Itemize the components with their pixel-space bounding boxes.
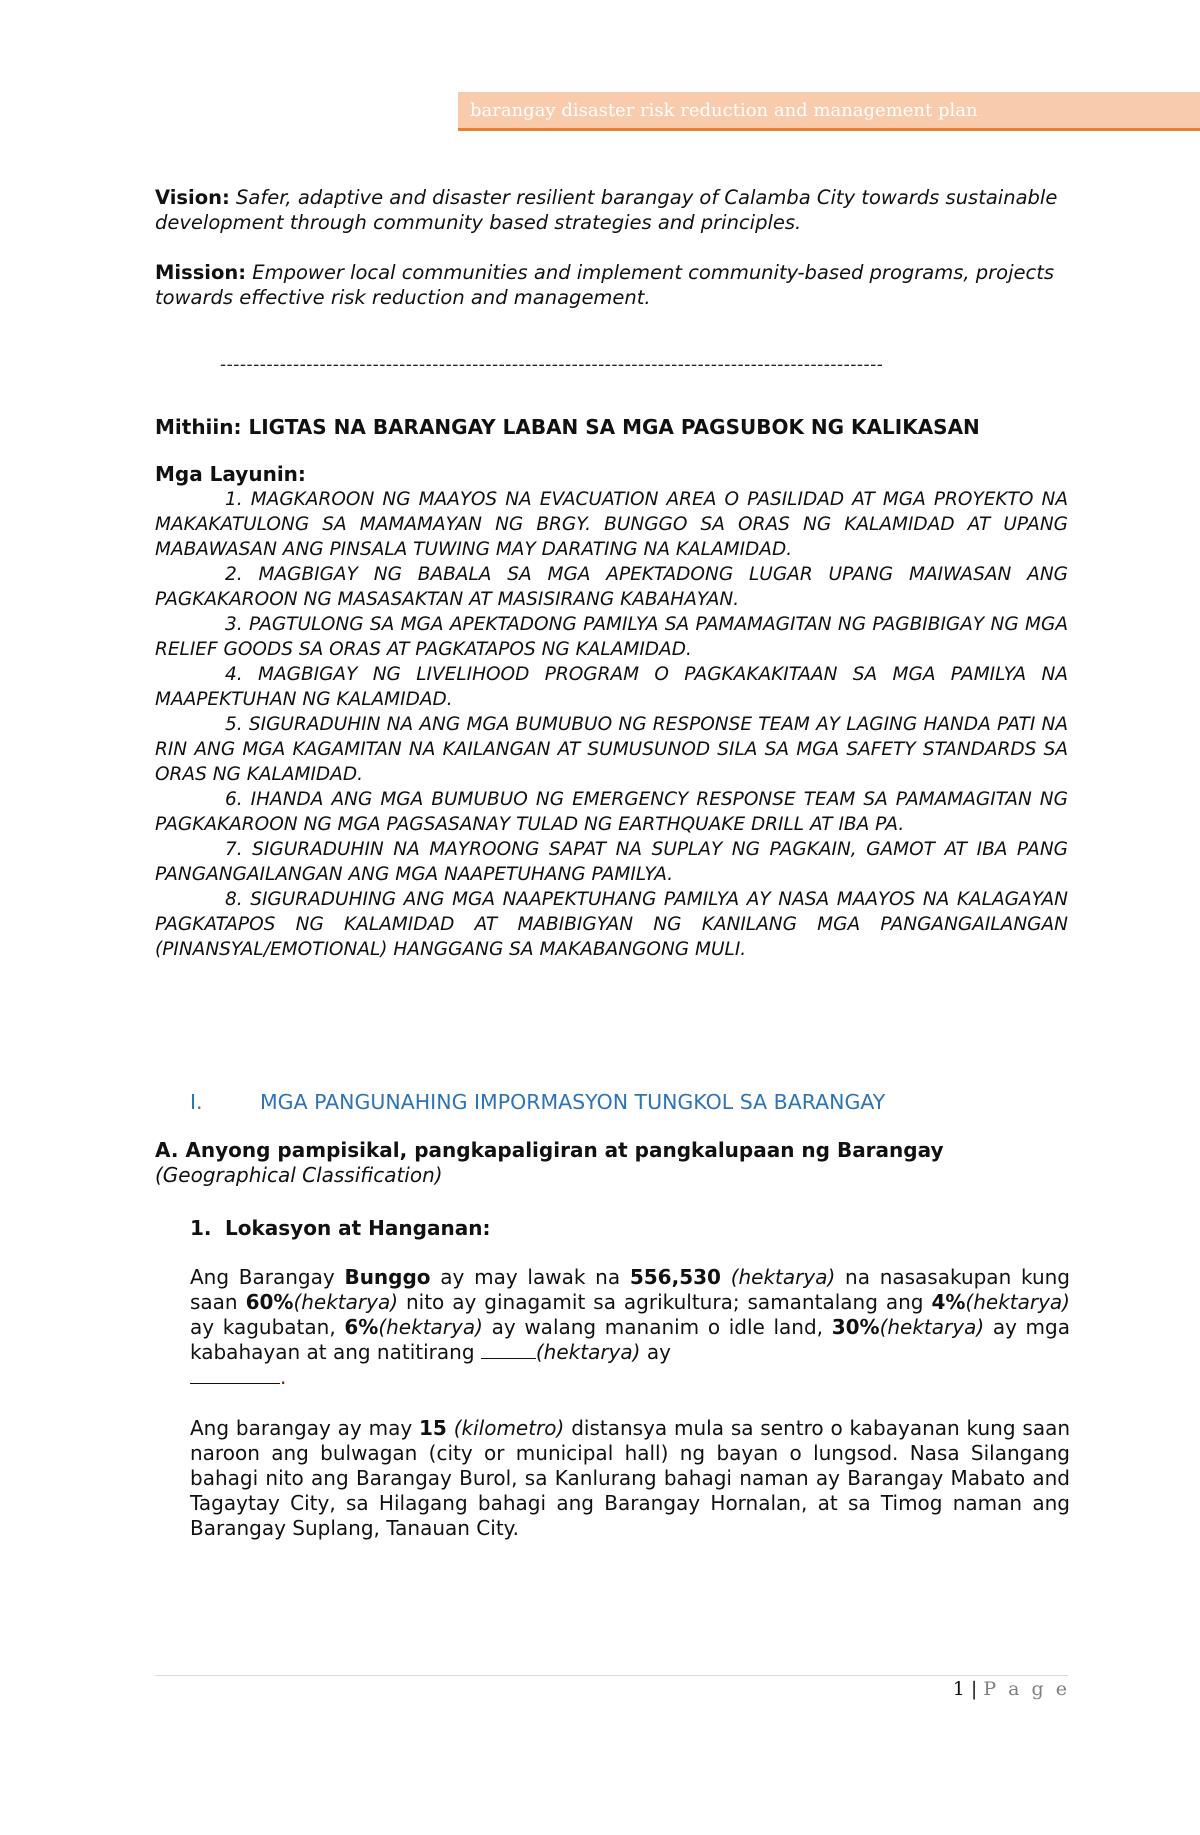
idle-pct: 6%: [344, 1315, 379, 1339]
mission-paragraph: [155, 260, 1070, 310]
dashed-divider: ----------------------------------------------------------------------------------------------------: [220, 355, 884, 375]
vision-label: Vision:: [155, 186, 230, 209]
barangay-name: Bunggo: [344, 1265, 431, 1289]
distance-paragraph: Ang barangay ay may 15 (kilometro) distansya mula sa sentro o kabayanan kung saan naroon ang bulwagan (city or municipal hall) ng bayan o lungsod. Nasa Silangang bahagi nito ang Barangay Burol, sa Kanlurang bahagi naman ay Barangay Mabato and Tagaytay City, sa Hilagang bahagi ang Barangay Hornalan, at sa Timog naman ang Barangay Suplang, Tanauan City.: [190, 1416, 1071, 1540]
mithiin-heading: Mithiin: LIGTAS NA BARANGAY LABAN SA MGA PAGSUBOK NG KALIKASAN: [155, 415, 980, 439]
distance-value: 15: [419, 1416, 447, 1440]
goal-item: 5. SIGURADUHIN NA ANG MGA BUMUBUO NG RESPONSE TEAM AY LAGING HANDA PATI NA RIN ANG MGA KAGAMITAN NA KAILANGAN AT SUMUSUNOD SILA SA MGA SAFETY STANDARDS SA ORAS NG KALAMIDAD.: [155, 714, 1068, 785]
layunin-title: Mga Layunin:: [155, 462, 306, 486]
house-pct: 30%: [831, 1315, 880, 1339]
subsection-a-subtitle: (Geographical Classification): [155, 1163, 443, 1187]
section-number: I.: [190, 1090, 203, 1114]
blank-field: [190, 1365, 280, 1384]
section-title: MGA PANGUNAHING IMPORMASYON TUNGKOL SA BARANGAY: [260, 1090, 886, 1114]
footer-divider: [155, 1675, 1068, 1676]
lokasyon-title: Lokasyon at Hanganan:: [225, 1216, 491, 1240]
area-paragraph: Ang Barangay Bunggo ay may lawak na 556,530 (hektarya) na nasasakupan kung saan 60%(hektarya) nito ay ginagamit sa agrikultura; samantalang ang 4%(hektarya) ay kagubatan, 6%(hektarya) ay walang mananim o idle land, 30%(hektarya) ay mga kabahayan at ang natitirang (hektarya) ay .: [190, 1265, 1070, 1389]
vision-text: Safer, adaptive and disaster resilient barangay of Calamba City towards sustainable development through community based strategies and principles.: [155, 186, 1058, 234]
subsection-a: [155, 1138, 1055, 1188]
goal-item: 3. PAGTULONG SA MGA APEKTADONG PAMILYA SA PAMAMAGITAN NG PAGBIBIGAY NG MGA RELIEF GOODS SA ORAS AT PAGKATAPOS NG KALAMIDAD.: [155, 614, 1068, 660]
lokasyon-heading: [190, 1216, 490, 1240]
goal-item: 1. MAGKAROON NG MAAYOS NA EVACUATION AREA O PASILIDAD AT MGA PROYEKTO NA MAKAKATULONG SA MAMAMAYAN NG BRGY. BUNGGO SA ORAS NG KALAMIDAD AT UPANG MABAWASAN ANG PINSALA TUWING MAY DARATING NA KALAMIDAD.: [155, 489, 1068, 560]
page-number: 1: [952, 1678, 965, 1700]
subsection-a-title: A. Anyong pampisikal, pangkapaligiran at pangkalupaan ng Barangay: [155, 1138, 944, 1162]
goal-item: 8. SIGURADUHING ANG MGA NAAPEKTUHANG PAMILYA AY NASA MAAYOS NA KALAGAYAN PAGKATAPOS NG KALAMIDAD AT MABIBIGYAN NG KANILANG MGA PANGANGAILANGAN (PINANSYAL/EMOTIONAL) HANGGANG SA MAKABANGONG MULI.: [155, 889, 1068, 960]
blank-field: [481, 1340, 536, 1359]
section-heading: [190, 1090, 885, 1114]
goal-item: 6. IHANDA ANG MGA BUMUBUO NG EMERGENCY RESPONSE TEAM SA PAMAMAGITAN NG PAGKAKAROON NG MGA PAGSASANAY TULAD NG EARTHQUAKE DRILL AT IBA PA.: [155, 789, 1068, 835]
agri-pct: 60%: [245, 1290, 294, 1314]
header-title: barangay disaster risk reduction and management plan: [470, 100, 978, 121]
area-value: 556,530: [629, 1265, 721, 1289]
goals-list: [155, 487, 1068, 962]
mission-label: Mission:: [155, 261, 247, 284]
forest-pct: 4%: [931, 1290, 966, 1314]
page-footer: 1 | P a g e: [952, 1678, 1070, 1700]
page-label: P a g e: [983, 1678, 1070, 1700]
goal-item: 7. SIGURADUHIN NA MAYROONG SAPAT NA SUPLAY NG PAGKAIN, GAMOT AT IBA PANG PANGANGAILANGAN ANG MGA NAAPETUHANG PAMILYA.: [155, 839, 1068, 885]
mission-text: Empower local communities and implement community-based programs, projects towards effective risk reduction and management.: [155, 261, 1055, 309]
vision-paragraph: [155, 185, 1070, 235]
goal-item: 4. MAGBIGAY NG LIVELIHOOD PROGRAM O PAGKAKAKITAAN SA MGA PAMILYA NA MAAPEKTUHAN NG KALAMIDAD.: [155, 664, 1068, 710]
goal-item: 2. MAGBIGAY NG BABALA SA MGA APEKTADONG LUGAR UPANG MAIWASAN ANG PAGKAKAROON NG MASASAKTAN AT MASISIRANG KABAHAYAN.: [155, 564, 1068, 610]
lokasyon-number: 1.: [190, 1216, 212, 1240]
